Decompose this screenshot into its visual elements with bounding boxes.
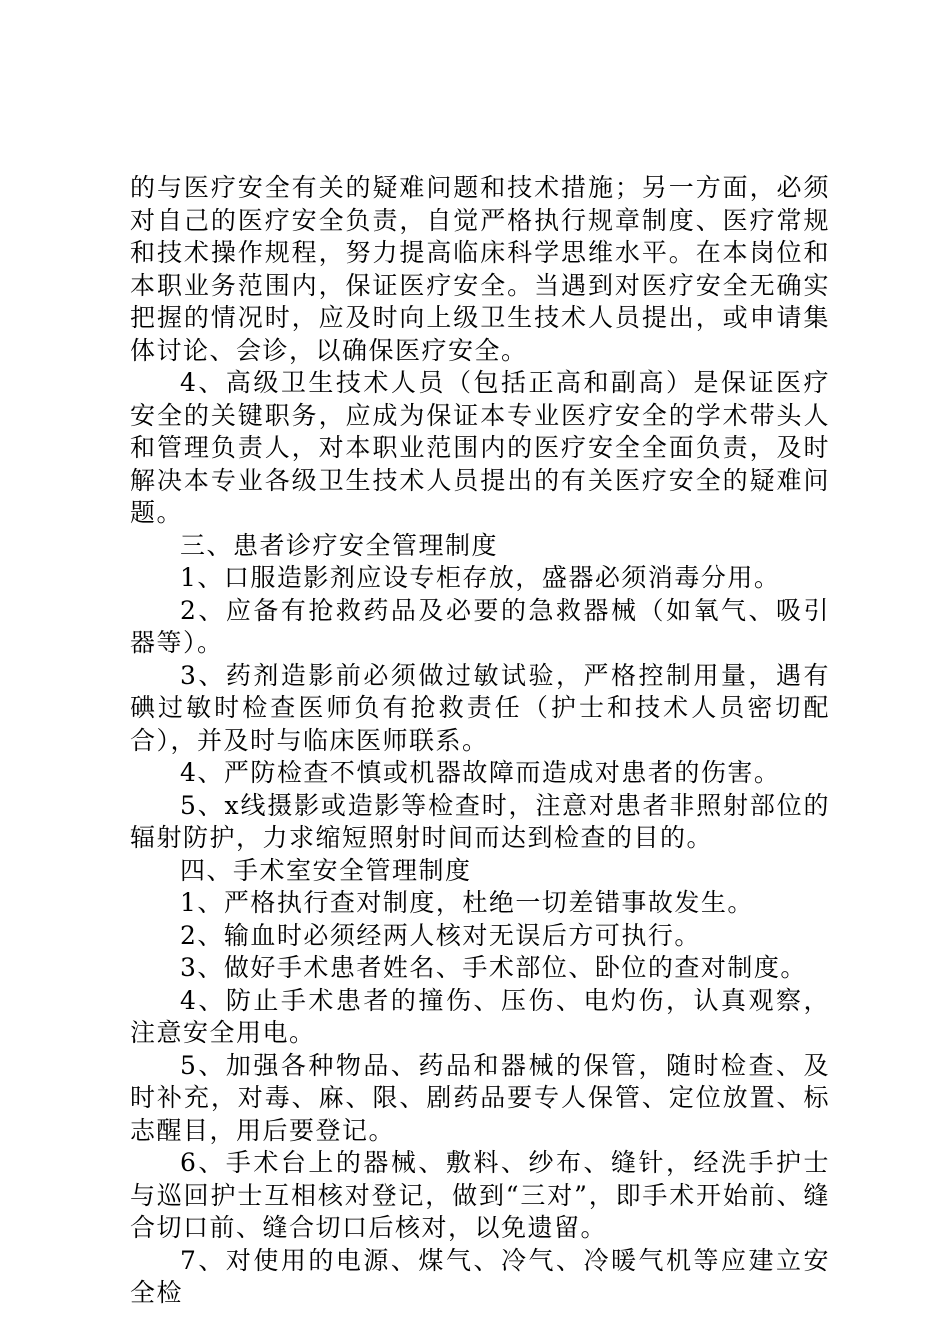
paragraph-item-7-equipment-safety: 7、对使用的电源、煤气、冷气、冷暖气机等应建立安全检 <box>130 1245 830 1307</box>
paragraph-item-3-allergy-test: 3、药剂造影前必须做过敏试验，严格控制用量，遇有碘过敏时检查医师负有抢救责任（护士和技术人员密切配合），并及时与临床医师联系。 <box>130 660 830 755</box>
paragraph-item-5-storage: 5、加强各种物品、药品和器械的保管，随时检查、及时补充，对毒、麻、限、剧药品要专人保管、定位放置、标志醒目，用后要登记。 <box>130 1050 830 1145</box>
paragraph-item-4-prevent-injury: 4、严防检查不慎或机器故障而造成对患者的伤害。 <box>180 758 781 787</box>
section-heading-patient-safety: 三、患者诊疗安全管理制度 <box>180 530 499 560</box>
paragraph-item-1-verification: 1、严格执行查对制度，杜绝一切差错事故发生。 <box>180 888 754 917</box>
paragraph-continuation: 的与医疗安全有关的疑难问题和技术措施；另一方面，必须对自己的医疗安全负责，自觉严格执行规章制度、医疗常规和技术操作规程，努力提高临床科学思维水平。在本岗位和本职业务范围内，保证医疗安全。当遇到对医疗安全无确实把握的情况时，应及时向上级卫生技术人员提出，或申请集体讨论、会诊，以确保医疗安全。 <box>130 173 830 365</box>
paragraph-item-6-instrument-count: 6、手术台上的器械、敷料、纱布、缝针，经洗手护士与巡回护士互相核对登记，做到“三对”，即手术开始前、缝合切口前、缝合切口后核对，以免遗留。 <box>130 1148 830 1242</box>
paragraph-item-2-emergency-equipment: 2、应备有抢救药品及必要的急救器械（如氧气、吸引器等）。 <box>130 595 830 657</box>
paragraph-item-4-senior-staff: 4、高级卫生技术人员（包括正高和副高）是保证医疗安全的关键职务，应成为保证本专业医疗安全的学术带头人和管理负责人，对本职业范围内的医疗安全全面负责，及时解决本专业各级卫生技术人员提出的有关医疗安全的疑难问题。 <box>130 368 830 527</box>
document-body <box>130 172 830 1310</box>
paragraph-item-1-contrast-storage: 1、口服造影剂应设专柜存放，盛器必须消毒分用。 <box>180 563 781 592</box>
paragraph-item-2-transfusion: 2、输血时必须经两人核对无误后方可执行。 <box>180 920 701 950</box>
section-heading-operating-room: 四、手术室安全管理制度 <box>180 855 472 885</box>
paragraph-item-3-patient-check: 3、做好手术患者姓名、手术部位、卧位的查对制度。 <box>180 953 807 982</box>
paragraph-item-5-radiation-protection: 5、x线摄影或造影等检查时，注意对患者非照射部位的辐射防护，力求缩短照射时间而达到检查的目的。 <box>130 790 830 852</box>
paragraph-item-4-electrical-safety: 4、防止手术患者的撞伤、压伤、电灼伤，认真观察，注意安全用电。 <box>130 985 830 1047</box>
